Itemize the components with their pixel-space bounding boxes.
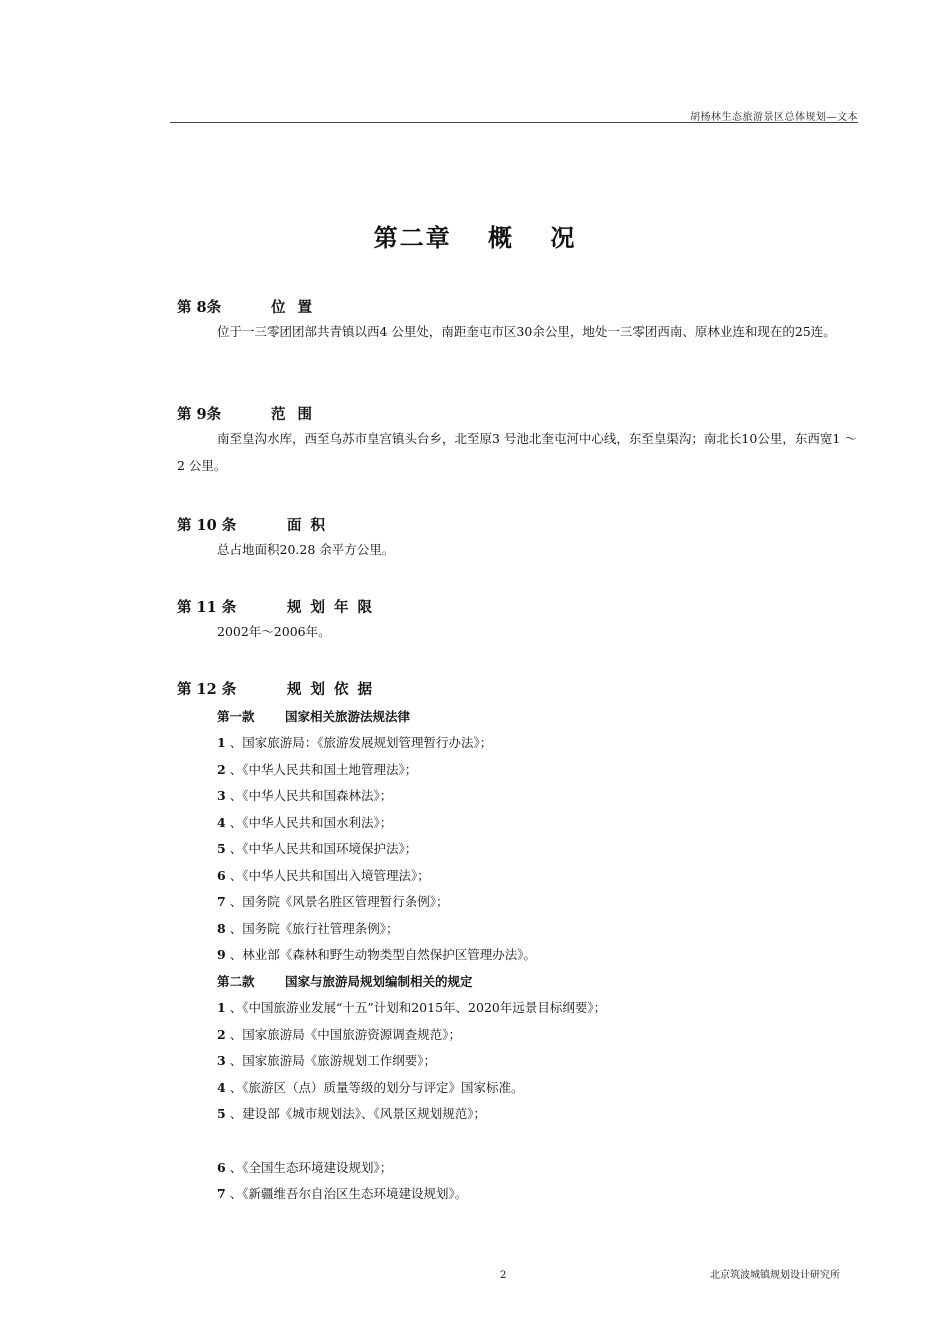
list-item xyxy=(217,1184,467,1202)
list-item xyxy=(217,1025,461,1043)
list-item xyxy=(217,839,417,857)
item-number: 6 xyxy=(217,868,226,883)
section-1-heading xyxy=(217,707,410,725)
list-item xyxy=(217,919,398,937)
item-text: 、建设部《城市规划法》、《风景区规划规范》； xyxy=(229,1106,486,1121)
running-header: 胡杨林生态旅游景区总体规划—文本 xyxy=(690,112,858,123)
section-label: 第二款 xyxy=(217,974,255,989)
item-number: 5 xyxy=(217,841,226,856)
item-text: 、《中国旅游业发展“十五”计划和2015年、2020年远景目标纲要》； xyxy=(229,1000,607,1015)
article-title: 范围 xyxy=(271,406,324,423)
page-number: 2 xyxy=(500,1270,507,1281)
item-number: 8 xyxy=(217,921,226,936)
item-number: 2 xyxy=(217,762,226,777)
item-text: 、林业部《森林和野生动物类型自然保护区管理办法》。 xyxy=(229,947,536,962)
item-number: 5 xyxy=(217,1106,226,1121)
item-number: 3 xyxy=(217,1053,226,1068)
article-title: 规划年限 xyxy=(287,599,381,616)
article-number: 第 11 条 xyxy=(177,599,237,616)
list-item xyxy=(217,998,606,1016)
list-item xyxy=(217,1078,523,1096)
footer-organization: 北京筑波城镇规划设计研究所 xyxy=(710,1270,840,1281)
list-item xyxy=(217,786,392,804)
article-8-body: 位于一三零团团部共青镇以西4 公里处，南距奎屯市区30余公里，地处一三零团西南、原林业连和现在的25连。 xyxy=(217,324,836,339)
item-text: 、《中华人民共和国土地管理法》； xyxy=(229,762,418,777)
item-text: 、国务院《风景名胜区管理暂行条例》； xyxy=(229,894,449,909)
list-item xyxy=(217,1104,486,1122)
item-text: 、国务院《旅行社管理条例》； xyxy=(229,921,399,936)
section-title: 国家与旅游局规划编制相关的规定 xyxy=(285,974,473,989)
article-11-body: 2002年～2006年。 xyxy=(217,624,331,639)
item-number: 7 xyxy=(217,894,226,909)
item-text: 、国家旅游局《旅游规划工作纲要》； xyxy=(229,1053,436,1068)
header-divider xyxy=(170,122,858,123)
article-9-heading xyxy=(177,403,324,424)
list-item xyxy=(217,866,430,884)
article-number: 第 9条 xyxy=(177,406,222,423)
list-item xyxy=(217,1051,436,1069)
list-item xyxy=(217,892,448,910)
item-number: 7 xyxy=(217,1186,226,1201)
article-title: 规划依据 xyxy=(287,681,381,698)
item-text: 、《中华人民共和国水利法》； xyxy=(229,815,393,830)
item-number: 9 xyxy=(217,947,226,962)
section-title: 国家相关旅游法规法律 xyxy=(285,709,411,724)
article-number: 第 10 条 xyxy=(177,517,237,534)
item-text: 、国家旅游局《中国旅游资源调查规范》； xyxy=(229,1027,461,1042)
item-text: 、《中华人民共和国森林法》； xyxy=(229,788,393,803)
item-number: 4 xyxy=(217,815,226,830)
article-10-body: 总占地面积20.28 余平方公里。 xyxy=(217,542,395,557)
item-number: 4 xyxy=(217,1080,226,1095)
article-number: 第 8条 xyxy=(177,299,222,316)
item-text: 、国家旅游局：《旅游发展规划管理暂行办法》； xyxy=(229,735,493,750)
item-text: 、《中华人民共和国环境保护法》； xyxy=(229,841,418,856)
article-10-heading xyxy=(177,514,334,535)
item-text: 、《旅游区（点）质量等级的划分与评定》国家标准。 xyxy=(229,1080,524,1095)
article-8-heading xyxy=(177,296,324,317)
chapter-title: 第二章 概 况 xyxy=(373,223,577,252)
item-text: 、《新疆维吾尔自治区生态环境建设规划》。 xyxy=(229,1186,468,1201)
list-item xyxy=(217,813,392,831)
item-text: 、《全国生态环境建设规划》； xyxy=(229,1160,393,1175)
list-item xyxy=(217,1158,392,1176)
article-title: 面积 xyxy=(287,517,334,534)
article-11-heading xyxy=(177,596,381,617)
item-number: 1 xyxy=(217,1000,226,1015)
list-item xyxy=(217,760,417,778)
section-2-heading xyxy=(217,972,473,990)
article-number: 第 12 条 xyxy=(177,681,237,698)
item-number: 1 xyxy=(217,735,226,750)
item-number: 6 xyxy=(217,1160,226,1175)
article-title: 位置 xyxy=(271,299,324,316)
article-12-heading xyxy=(177,678,381,699)
article-9-body: 南至皇沟水库，西至乌苏市皇宫镇头台乡，北至原3 号池北奎屯河中心线，东至皇渠沟；南北长10公里，东西宽1 ～2 公里。 xyxy=(177,431,857,473)
item-number: 3 xyxy=(217,788,226,803)
list-item xyxy=(217,945,536,963)
item-text: 、《中华人民共和国出入境管理法》； xyxy=(229,868,430,883)
section-label: 第一款 xyxy=(217,709,255,724)
item-number: 2 xyxy=(217,1027,226,1042)
list-item xyxy=(217,733,492,751)
